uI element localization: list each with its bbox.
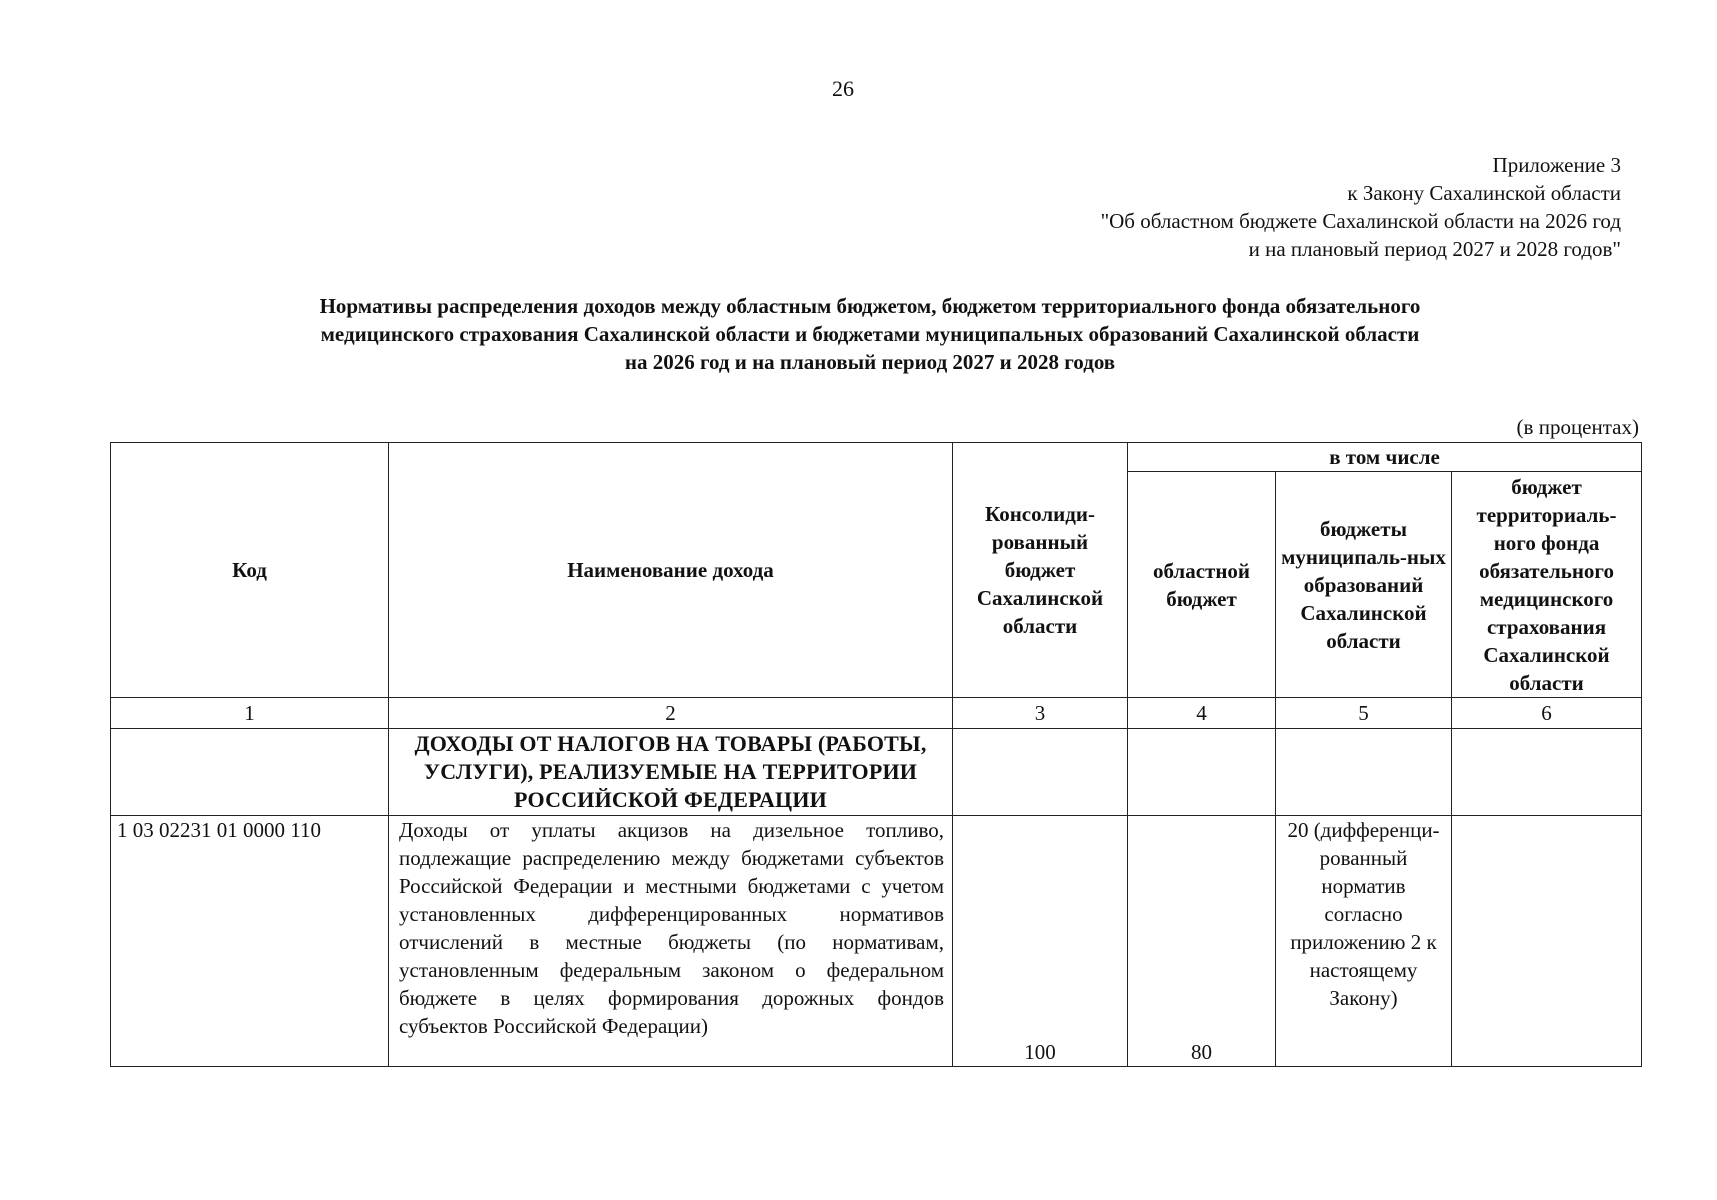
section-empty-cell (1276, 729, 1452, 816)
column-number: 3 (953, 698, 1128, 729)
column-number: 5 (1276, 698, 1452, 729)
section-empty-cell (1452, 729, 1642, 816)
section-empty-cell (1128, 729, 1276, 816)
header-name: Наименование дохода (389, 443, 953, 698)
appendix-line: "Об областном бюджете Сахалинской области на 2026 год (1100, 209, 1621, 233)
section-empty-cell (953, 729, 1128, 816)
row-consolidated: 100 (953, 816, 1128, 1067)
row-fund (1452, 816, 1642, 1067)
header-regional: областной бюджет (1128, 472, 1276, 698)
table-row (111, 816, 1642, 1067)
document-title (160, 292, 1580, 376)
appendix-line: Приложение 3 (1492, 153, 1621, 177)
title-line: Нормативы распределения доходов между областным бюджетом, бюджетом территориального фонда обязательного (319, 294, 1421, 318)
appendix-reference (1101, 151, 1621, 263)
title-line: медицинского страхования Сахалинской области и бюджетами муниципальных образований Сахалинской области (320, 322, 1420, 346)
row-code: 1 03 02231 01 0000 110 (111, 816, 389, 1067)
header-code: Код (111, 443, 389, 698)
column-number: 2 (389, 698, 953, 729)
normatives-table (110, 442, 1642, 1067)
column-number: 4 (1128, 698, 1276, 729)
page-number: 26 (832, 76, 854, 101)
appendix-line: и на плановый период 2027 и 2028 годов" (1248, 237, 1621, 261)
section-code-cell (111, 729, 389, 816)
row-name: Доходы от уплаты акцизов на дизельное топливо, подлежащие распределению между бюджетами субъектов Российской Федерации и местными бюджетами с учетом установленных дифференцированных нормативов отчислений в местные бюджеты (по нормативам, установленным федеральным законом о федеральном бюджете в целях формирования дорожных фондов субъектов Российской Федерации) (389, 816, 953, 1067)
header-including: в том числе (1128, 443, 1642, 472)
section-title: ДОХОДЫ ОТ НАЛОГОВ НА ТОВАРЫ (РАБОТЫ, УСЛУГИ), РЕАЛИЗУЕМЫЕ НА ТЕРРИТОРИИ РОССИЙСКОЙ ФЕДЕРАЦИИ (389, 729, 953, 816)
column-numbers-row (111, 698, 1642, 729)
section-row (111, 729, 1642, 816)
row-regional: 80 (1128, 816, 1276, 1067)
column-number: 6 (1452, 698, 1642, 729)
appendix-line: к Закону Сахалинской области (1347, 181, 1621, 205)
row-municipal: 20 (дифференци-рованный норматив согласно приложению 2 к настоящему Закону) (1276, 816, 1452, 1067)
header-consolidated: Консолиди-рованный бюджет Сахалинской области (953, 443, 1128, 698)
header-municipal: бюджеты муниципаль-ных образований Сахалинской области (1276, 472, 1452, 698)
units-note: (в процентах) (1516, 415, 1639, 439)
header-fund: бюджет территориаль-ного фонда обязательного медицинского страхования Сахалинской области (1452, 472, 1642, 698)
title-line: на 2026 год и на плановый период 2027 и 2028 годов (624, 350, 1116, 374)
column-number: 1 (111, 698, 389, 729)
